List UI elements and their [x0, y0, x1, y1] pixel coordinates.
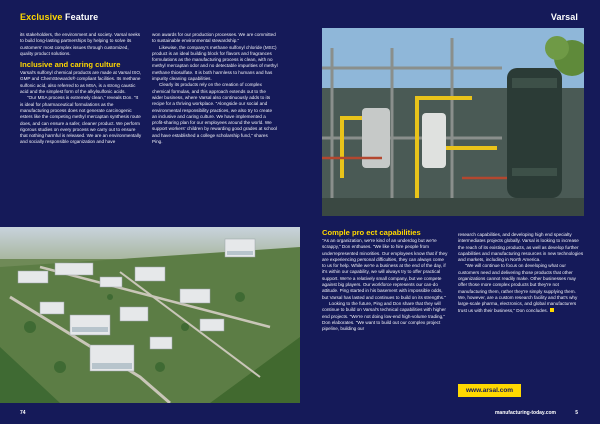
right-page	[300, 0, 600, 424]
left-column-2	[152, 32, 278, 145]
paragraph: Varsal's sulfonyl chemical products are made at Varsal ISO, GMP and ChemStewards® compliant facilities. Its methane sulfonic acid, also referred to as MSA, is a strong caustic acid and the simplest form of the alkylsulfonic acids.	[20, 70, 142, 95]
page-number-left: 74	[20, 410, 26, 416]
plant-equipment-photo	[322, 28, 584, 216]
paragraph: Clearly its products rely on the creation of complex chemical formulas, and this approach extends out to the wider business, where Varsal also continuously adds to its recipe for a thriving workplace. "Alongside our social and environmental responsibility practices, we also try to create an inclusive and caring culture. We have implemented a profit-sharing plan for our employees around the world. We support workers' children by rewarding good grades at school and have established a college scholarship fund," shares Ping.	[152, 82, 277, 145]
end-mark-icon	[550, 308, 554, 312]
header-rest: Feature	[65, 12, 99, 22]
paragraph: won awards for our production processes. We are committed to sustainable environmental stewardship."	[152, 32, 276, 44]
header-lead: Exclusive	[20, 12, 63, 22]
website-badge[interactable]: www.arsal.com	[458, 384, 521, 397]
paragraph: Looking to the future, Ping and Don share that they will continue to build on Varsal's technical capabilities with higher end projects. "We're not doing low-end high-volume trading," Don elaborates. "We want to build out our complex project pipeline, building our	[322, 300, 446, 332]
paragraph: Likewise, the company's methane sulfonyl chloride (MSC) product is an ideal building block for flavors and fragrances formulations as the manufacturing process is clean, with no methyl mercaptan odor and no detectable impurities of methyl methane thiosulfate. It is both harmless to humans and has impurity cleaning capabilities.	[152, 44, 278, 82]
aerial-facility-illustration	[0, 227, 300, 403]
plant-equipment-illustration	[322, 28, 584, 216]
left-column-1	[20, 32, 142, 146]
paragraph: research capabilities, and developing high end specialty intermediates projects globally. Varsal is looking to increase the reach of its existing products, as well as develop further capabilities and manufacturing resources in new technologies and markets, including in North America.	[458, 232, 584, 263]
paragraph: "Our MSA process is extremely clean," reveals Don. "It is ideal for pharmaceutical formulations as the manufacturing process does not generate carcinogenic esters like the competing methyl mercaptan synthesis route does, and can ensure a safer, cleaner product. We perform rigorous studies on every process we carry out to ensure that nothing harmful is released. We are an environmentally and socially responsible organization and have	[20, 95, 142, 145]
right-column-2	[458, 232, 584, 314]
page-number-right: 5	[575, 410, 578, 416]
right-column-1	[322, 228, 448, 332]
aerial-facility-photo	[0, 227, 300, 403]
company-header: Varsal	[550, 12, 578, 22]
paragraph	[458, 263, 584, 313]
paragraph: "As an organization, we're kind of an underdog but we're scrappy," Don enthuses. "We like to hire people from underrepresented minorities. Our employees know that if they are experiencing personal difficulties, they can always come to us for help. While we're a business at the end of the day, if it's within our capability, we will always try to offer practical support. We're a relatively small company, but we compete against big players. Our workforce represents our can-do attitude. Ping started in his basement with impossible odds, but Varsal has lasted and continues to build on its strengths."	[322, 238, 448, 300]
subheading: Inclusive and caring culture	[20, 60, 121, 70]
section-header	[20, 12, 98, 22]
footer-site: manufacturing-today.com	[494, 410, 556, 416]
subheading: Comple pro ect capabilities	[322, 228, 421, 237]
paragraph-text: "We will continue to focus on developing what our customers need and delivering those products that other organizations cannot readily make. Other businesses may offer those more complex products but they're not manufacturing them, rather they're simply supplying them. We, however, are a custom research facility and that's why large-scale pharma, electronics, and global manufacturers trust us with their business," Don concludes.	[458, 263, 578, 313]
paragraph: its stakeholders, the environment and society. Varsal seeks to build long-lasting partnerships by helping to solve its customers' most complex issues through customized, quality product solutions.	[20, 32, 141, 56]
